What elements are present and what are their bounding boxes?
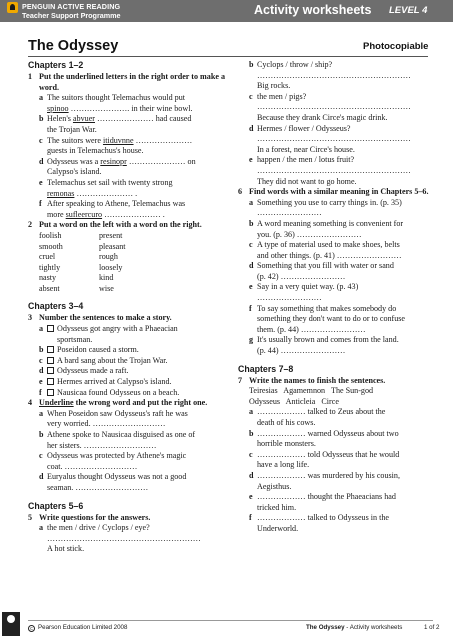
pearson-logo-icon bbox=[2, 612, 20, 636]
word-right: present bbox=[99, 230, 123, 240]
q4-item-d: d Euryalus thought Odysseus was not a good bbox=[39, 472, 187, 482]
left-column: Chapters 1–2 1 Put the underlined letters in the right order to make a word. a The suitors thought Telemachus would put spinoo …………………. in their wine bowl. b Helen's abvuer ………………… had caused the Trojan War. c The suitors were itiduvnne ………………… guests in Telemachus's house. d Odysseus was a resinopr ………………… on Calypso's island. e Telemachus set sail with twenty strong remonas ………………… . f After speaking to Athene, Telemachus was more sufleercuro ………………… . 2 Put a word on the left with a word on the right. foolish present smooth pleasant cruel rough tightly loosely nasty kind absent wise Chapters 3–4 3 Number the sentences to make a story. a Odysseus got angry with a Phaeacian sportsman. b Poseidon caused a storm. c A bard sang about the Trojan War. d Odysseus made a raft. e Hermes arrived at Calypso's island. f Nausicaa found Odysseus on a beach. 4 Underline the wrong word and put the right one. a When Poseidon saw Odysseus's raft he was very worried. ……………………… b Athene spoke to Nausicaa disguised as one of her sisters. ……………………… c Odysseus was protected by Athene's magic coat. ……………………… d Euryalus thought Odysseus was not a good seaman. ……………………… Chapters 5–6 5 Write questions for the answers. a the men / drive / Cyclops / eye? ………………………………………………… A hot stick. bbox=[28, 60, 228, 555]
q6-item-a: a Something you use to carry things in. (p. 35) bbox=[249, 197, 402, 207]
brand-line-1: PENGUIN ACTIVE READING bbox=[22, 2, 121, 11]
number-checkbox[interactable] bbox=[47, 357, 54, 364]
word-right: kind bbox=[99, 273, 114, 283]
word-right: rough bbox=[99, 252, 118, 262]
brand-line-2: Teacher Support Programme bbox=[22, 11, 121, 20]
scrambled-word: spinoo bbox=[47, 103, 69, 113]
number-checkbox[interactable] bbox=[47, 389, 54, 396]
q1-item-d: d Odysseus was a resinopr ………………… on bbox=[39, 156, 196, 166]
question-text: Find words with a similar meaning in Chapters 5–6. bbox=[249, 187, 429, 197]
question-text: Write questions for the answers. bbox=[39, 512, 151, 522]
q3-item-a: a Odysseus got angry with a Phaeacian bbox=[39, 324, 178, 334]
number-checkbox[interactable] bbox=[47, 367, 54, 374]
page-header bbox=[0, 0, 453, 22]
footer-divider bbox=[28, 620, 433, 621]
q7-item-c: c ……………… told Odysseus that he would bbox=[249, 449, 400, 459]
q3-item-b: b Poseidon caused a storm. bbox=[39, 345, 139, 355]
q4-item-b: b Athene spoke to Nausicaa disguised as one of bbox=[39, 430, 196, 439]
q5-item-d: d Hermes / flower / Odysseus? bbox=[249, 123, 351, 133]
answer-line[interactable]: ………………………………………………… bbox=[257, 165, 411, 175]
scrambled-word: sufleercuro bbox=[65, 209, 103, 219]
word-right: wise bbox=[99, 283, 114, 293]
q6-item-g: g It's usually brown and comes from the land. bbox=[249, 335, 399, 345]
word-right: pleasant bbox=[99, 241, 126, 251]
number-checkbox[interactable] bbox=[47, 346, 54, 353]
word-left: smooth bbox=[39, 241, 63, 251]
name-list: Odysseus Anticleia Circe bbox=[249, 396, 339, 406]
q1-item-f: f After speaking to Athene, Telemachus was bbox=[39, 199, 186, 209]
chapter-heading: Chapters 1–2 bbox=[28, 60, 84, 70]
answer-line[interactable]: ………………………………………………… bbox=[257, 102, 411, 112]
word-left: tightly bbox=[39, 262, 61, 272]
number-checkbox[interactable] bbox=[47, 378, 54, 385]
level-label: LEVEL 4 bbox=[389, 5, 428, 16]
page-title: The Odyssey bbox=[28, 38, 119, 54]
scrambled-word: remonas bbox=[47, 188, 75, 198]
answer-line[interactable]: ………………………………………………… bbox=[257, 134, 411, 144]
q1-item-b: b Helen's abvuer ………………… had caused bbox=[39, 114, 192, 124]
question-text: Put the underlined letters in the right order to make a word. bbox=[39, 72, 225, 92]
question-4: 4 Underline the wrong word and put the right one. bbox=[28, 398, 208, 408]
name-list: Teiresias Agamemnon The Sun-god bbox=[249, 386, 374, 396]
question-1 bbox=[28, 72, 228, 93]
question-text: Write the names to finish the sentences. bbox=[249, 375, 386, 385]
q7-item-f: f ……………… talked to Odysseus in the bbox=[249, 513, 389, 523]
title-divider bbox=[28, 56, 428, 57]
word-right: loosely bbox=[99, 262, 123, 272]
q5-item-c: c the men / pigs? bbox=[249, 91, 307, 101]
word-match-grid bbox=[28, 231, 228, 295]
section-title: Activity worksheets bbox=[254, 3, 372, 17]
photocopiable-label: Photocopiable bbox=[363, 41, 429, 52]
q3-item-d: d Odysseus made a raft. bbox=[39, 366, 129, 376]
q6-item-e: e Say in a very quiet way. (p. 43) bbox=[249, 282, 359, 292]
q4-item-a: a When Poseidon saw Odysseus's raft he was bbox=[39, 408, 188, 418]
copyright-icon: c bbox=[28, 625, 35, 632]
penguin-logo-icon bbox=[7, 2, 18, 13]
question-number: 1 bbox=[28, 72, 33, 81]
word-left: absent bbox=[39, 283, 60, 293]
q3-item-c: c A bard sang about the Trojan War. bbox=[39, 355, 168, 365]
answer-line[interactable]: ………………………………………………… bbox=[47, 533, 201, 543]
question-text: Put a word on the left with a word on the right. bbox=[39, 220, 202, 230]
scrambled-word: itiduvnne bbox=[102, 135, 134, 145]
question-6: 6 Find words with a similar meaning in Chapters 5–6. bbox=[238, 187, 429, 197]
q1-item-e: e Telemachus set sail with twenty strong bbox=[39, 177, 173, 187]
q6-item-d: d Something that you fill with water or sand bbox=[249, 261, 394, 271]
question-text: Number the sentences to make a story. bbox=[39, 313, 172, 323]
q4-item-c: c Odysseus was protected by Athene's magic bbox=[39, 451, 187, 461]
q5-item-e: e happen / the men / lotus fruit? bbox=[249, 155, 355, 165]
page-number: 1 of 2 bbox=[424, 624, 440, 631]
right-column: b Cyclops / throw / ship? ………………………………………………… Big rocks. c the men / pigs? ………………………………………………… Because they drank Circe's magic drink. d Hermes / flower / Odysseus? ………………………………………………… In a forest, near Circe's house. e happen / the men / lotus fruit? ………………………………………………… They did not want to go home. 6 Find words with a similar meaning in Chapters 5–6. a Something you use to carry things in. (p. 35) …………………… b A word meaning something is convenient for you. (p. 36) …………………… c A type of material used to make shoes, belts and other things. (p. 41) …………………… d Something that you fill with water or sand (p. 42) …………………… e Say in a very quiet way. (p. 43) …………………… f To say something that makes somebody do something they don't want to do or to confuse them. (p. 44) …………………… g It's usually brown and comes from the land. (p. 44) …………………… Chapters 7–8 7 Write the names to finish the sentences. Teiresias Agamemnon The Sun-god Odysseus Anticleia Circe a ……………… talked to Zeus about the death of his cows. b ……………… warned Odysseus about two horrible monsters. c ……………… told Odysseus that he would have a long life. d ……………… was murdered by his cousin, Aegisthus. e ……………… thought the Phaeacians had tricked him. f ……………… talked to Odysseus in the Underworld. bbox=[238, 60, 433, 535]
q6-item-b: b A word meaning something is convenient for bbox=[249, 218, 404, 228]
chapter-heading: Chapters 7–8 bbox=[238, 363, 294, 374]
number-checkbox[interactable] bbox=[47, 325, 54, 332]
chapter-heading: Chapters 5–6 bbox=[28, 500, 84, 511]
scrambled-word: resinopr bbox=[100, 156, 127, 166]
q7-item-a: a ……………… talked to Zeus about the bbox=[249, 407, 386, 417]
q5-item-a: a the men / drive / Cyclops / eye? bbox=[39, 523, 150, 533]
q7-item-b: b ……………… warned Odysseus about two bbox=[249, 428, 399, 438]
q3-item-f: f Nausicaa found Odysseus on a beach. bbox=[39, 387, 180, 397]
word-left: nasty bbox=[39, 273, 57, 283]
chapter-heading: Chapters 3–4 bbox=[28, 301, 84, 312]
answer-line[interactable]: ………………………………………………… bbox=[257, 70, 411, 80]
q6-item-f: f To say something that makes somebody do bbox=[249, 303, 397, 313]
scrambled-word: abvuer bbox=[72, 114, 95, 124]
question-7: 7 Write the names to finish the sentences. bbox=[238, 375, 386, 385]
question-2: 2 Put a word on the left with a word on the right. bbox=[28, 220, 202, 230]
footer-title: The Odyssey - Activity worksheets bbox=[306, 624, 403, 631]
q7-item-d: d ……………… was murdered by his cousin, bbox=[249, 470, 400, 480]
q5-item-b: b Cyclops / throw / ship? bbox=[249, 60, 333, 69]
copyright-notice: c Pearson Education Limited 2008 bbox=[28, 624, 127, 632]
word-left: foolish bbox=[39, 230, 62, 240]
q1-item-c: c The suitors were itiduvnne ………………… bbox=[39, 135, 193, 145]
question-5: 5 Write questions for the answers. bbox=[28, 512, 151, 522]
q1-item-a: a The suitors thought Telemachus would put bbox=[39, 93, 185, 103]
word-left: cruel bbox=[39, 252, 56, 262]
question-3: 3 Number the sentences to make a story. bbox=[28, 313, 172, 323]
q6-item-c: c A type of material used to make shoes, belts bbox=[249, 240, 400, 250]
q7-item-e: e ……………… thought the Phaeacians had bbox=[249, 492, 396, 502]
q3-item-e: e Hermes arrived at Calypso's island. bbox=[39, 377, 172, 387]
